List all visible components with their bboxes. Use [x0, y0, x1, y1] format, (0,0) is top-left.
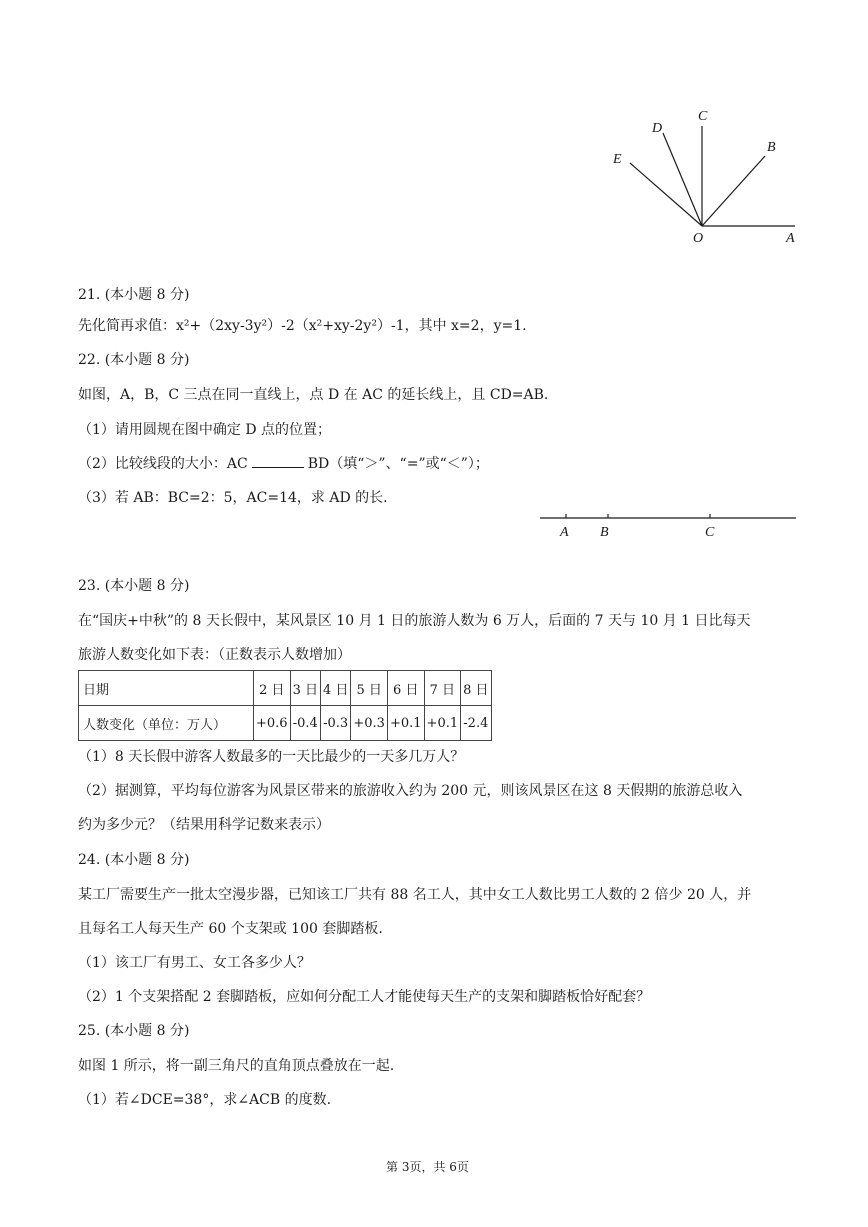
- label-e: E: [613, 152, 622, 167]
- table-cell: -2.4: [461, 706, 491, 741]
- point-b-label: B: [600, 525, 609, 540]
- q22-part2-pre: （2）比较线段的大小：AC: [78, 456, 248, 472]
- point-c-label: C: [705, 525, 715, 540]
- q25-part1: （1）若∠DCE=38°，求∠ACB 的度数.: [78, 1092, 332, 1108]
- q24-part1: （1）该工厂有男工、女工各多少人？: [78, 955, 311, 971]
- q23-text-2: 旅游人数变化如下表：（正数表示人数增加）: [78, 647, 351, 663]
- table-cell: 日期: [79, 671, 254, 706]
- label-a: A: [786, 231, 795, 246]
- q25-header: 25. (本小题 8 分): [78, 1023, 190, 1039]
- q22-part2: [78, 453, 489, 473]
- q23-text-1: 在“国庆+中秋”的 8 天长假中，某风景区 10 月 1 日的旅游人数为 6 万人，后面的 7 天与 10 月 1 日比每天: [78, 613, 751, 629]
- table-cell: +0.1: [387, 706, 424, 741]
- q21-text: 先化简再求值：x²+（2xy-3y²）-2（x²+xy-2y²）-1，其中 x=2，y=1.: [78, 318, 527, 334]
- page-footer: 第 3页，共 6页: [386, 1160, 469, 1174]
- q22-part3: （3）若 AB：BC=2：5，AC=14，求 AD 的长.: [78, 490, 388, 506]
- table-row: [79, 706, 492, 741]
- table-cell: +0.1: [424, 706, 461, 741]
- table-cell: 3 日: [290, 671, 320, 706]
- point-a-label: A: [560, 525, 569, 540]
- table-cell: 2 日: [254, 671, 291, 706]
- q22-header: 22. (本小题 8 分): [78, 352, 190, 368]
- q23-part1: （1）8 天长假中游客人数最多的一天比最少的一天多几万人？: [78, 749, 465, 765]
- q21-header: 21. (本小题 8 分): [78, 287, 190, 303]
- q23-part2-b: 约为多少元？（结果用科学记数来表示）: [78, 817, 330, 833]
- table-cell: -0.4: [290, 706, 320, 741]
- ray-oe: [630, 163, 702, 226]
- q23-part2-a: （2）据测算，平均每位游客为风景区带来的旅游收入约为 200 元，则该风景区在这 8 天假期的旅游总收入: [78, 783, 743, 799]
- label-c: C: [698, 109, 708, 124]
- answer-blank[interactable]: [252, 453, 304, 468]
- table-cell: 8 日: [461, 671, 491, 706]
- q24-text-1: 某工厂需要生产一批太空漫步器，已知该工厂共有 88 名工人，其中女工人数比男工人数的 2 倍少 20 人，并: [78, 887, 752, 903]
- q23-header: 23. (本小题 8 分): [78, 578, 190, 594]
- angle-figure: [600, 100, 810, 250]
- segment-figure: [538, 508, 800, 544]
- label-d: D: [652, 121, 663, 136]
- q24-header: 24. (本小题 8 分): [78, 852, 190, 868]
- table-cell: +0.6: [254, 706, 291, 741]
- table-cell: 5 日: [351, 671, 388, 706]
- q22-text: 如图，A，B，C 三点在同一直线上，点 D 在 AC 的延长线上，且 CD=AB.: [78, 387, 549, 403]
- table-row: [79, 671, 492, 706]
- q24-part2: （2）1 个支架搭配 2 套脚踏板，应如何分配工人才能使每天生产的支架和脚踏板恰好配套？: [78, 989, 651, 1005]
- q25-text: 如图 1 所示，将一副三角尺的直角顶点叠放在一起.: [78, 1058, 395, 1074]
- tourism-table: [78, 670, 492, 741]
- table-cell: -0.3: [320, 706, 350, 741]
- q22-part1: （1）请用圆规在图中确定 D 点的位置；: [78, 422, 332, 438]
- table-cell: +0.3: [351, 706, 388, 741]
- ray-ob: [702, 156, 765, 226]
- table-cell: 人数变化（单位：万人）: [79, 706, 254, 741]
- ray-od: [663, 133, 702, 226]
- q22-part2-post: BD（填“＞”、“=”或“＜”）；: [307, 456, 489, 472]
- table-cell: 6 日: [387, 671, 424, 706]
- label-o: O: [693, 231, 704, 246]
- table-cell: 7 日: [424, 671, 461, 706]
- q24-text-2: 且每名工人每天生产 60 个支架或 100 套脚踏板.: [78, 921, 383, 937]
- table-cell: 4 日: [320, 671, 350, 706]
- label-b: B: [767, 140, 776, 155]
